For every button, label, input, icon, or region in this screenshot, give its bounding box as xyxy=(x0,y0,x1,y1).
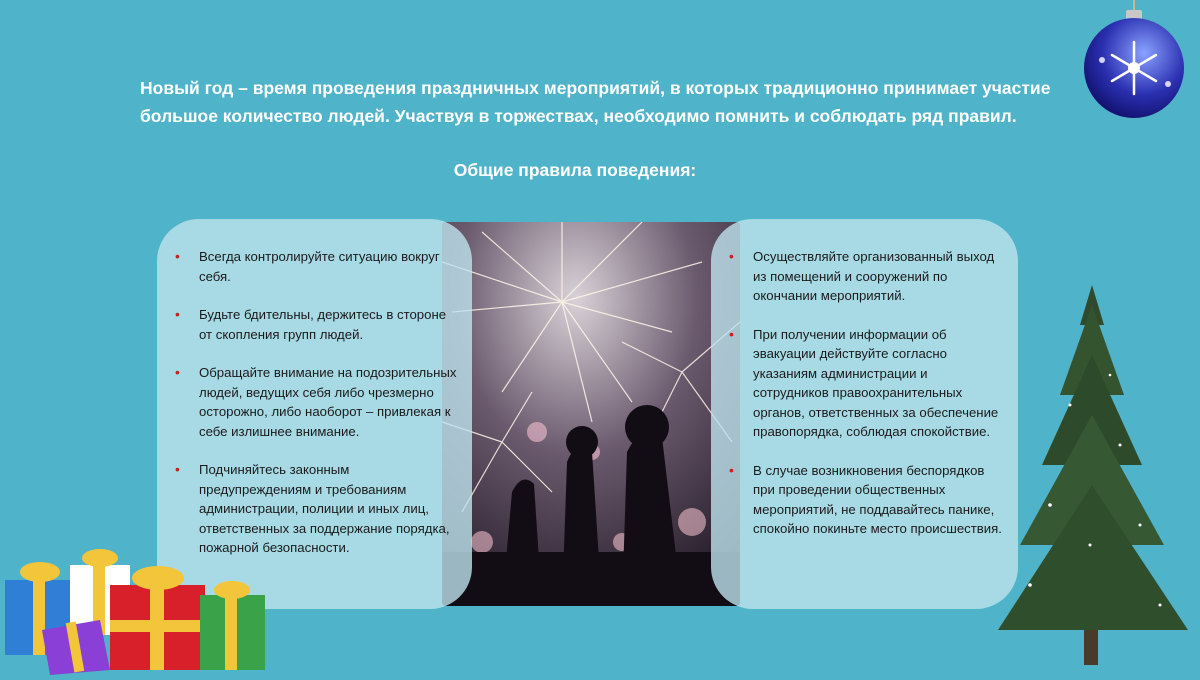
christmas-ball-icon xyxy=(1078,0,1190,124)
fireworks-photo xyxy=(442,222,740,606)
intro-text: Новый год – время проведения праздничных мероприятий, в которых традиционно принимает участие большое количество людей. Участвуя в торжествах, необходимо помнить и соблюдать ряд правил. xyxy=(140,78,1051,126)
gift-boxes-icon xyxy=(0,540,275,675)
rule-item: • При получении информации об эвакуации действуйте согласно указаниям администрации и сотрудников правоохранительных органов, ответственных за обеспечение правопорядка, соблюдая спокойствие. xyxy=(729,325,1004,442)
rules-list-left xyxy=(175,247,458,558)
rule-item: • Всегда контролируйте ситуацию вокруг себя. xyxy=(175,247,458,286)
rule-item: • Подчиняйтесь законным предупреждениям и требованиям администрации, полиции и иных лиц, ответственных за поддержание порядка, пожарной безопасности. xyxy=(175,460,458,558)
rule-item: • В случае возникновения беспорядков при проведении общественных мероприятий, не поддавайтесь панике, спокойно покиньте место происшествия. xyxy=(729,461,1004,539)
rule-item: • Обращайте внимание на подозрительных людей, ведущих себя либо чрезмерно осторожно, либо наоборот – привлекая к себе излишнее внимание. xyxy=(175,363,458,441)
christmas-tree-icon xyxy=(990,285,1195,670)
rules-list-right xyxy=(729,247,1004,539)
rules-heading: Общие правила поведения: xyxy=(453,160,697,180)
rule-item: • Будьте бдительны, держитесь в стороне от скопления групп людей. xyxy=(175,305,458,344)
rule-item: • Осуществляйте организованный выход из помещений и сооружений по окончании мероприятий. xyxy=(729,247,1004,306)
rules-panel-right xyxy=(711,219,1018,609)
